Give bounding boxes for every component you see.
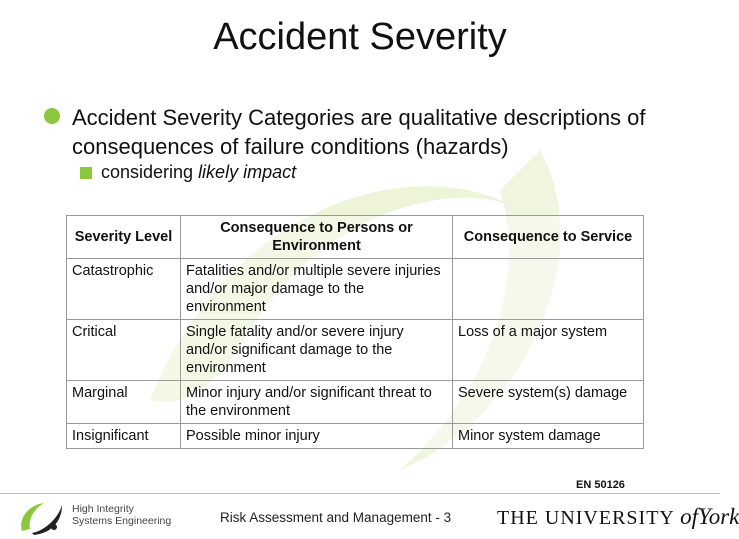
table-row	[67, 424, 644, 449]
university-prefix: THE UNIVERSITY	[497, 507, 681, 529]
university-name: York	[698, 504, 739, 529]
table-row	[67, 320, 644, 381]
footer-slide-label: Risk Assessment and Management - 3	[220, 510, 452, 525]
persons-consequence-cell: Possible minor injury	[181, 424, 453, 449]
main-bullet	[44, 103, 684, 161]
slide-title: Accident Severity	[213, 16, 507, 58]
logo-text	[72, 503, 171, 527]
logo-text-line1: High Integrity	[72, 503, 134, 515]
university-of: of	[680, 504, 699, 529]
sub-bullet-text	[101, 162, 296, 182]
service-consequence-cell: Loss of a major system	[453, 320, 644, 381]
bullet-square-icon	[80, 167, 92, 179]
sub-bullet-prefix: considering	[101, 162, 199, 182]
header-consequence-persons: Consequence to Persons or Environment	[181, 216, 453, 259]
persons-consequence-cell: Fatalities and/or multiple severe injuries and/or major damage to the environment	[181, 259, 453, 320]
severity-level-cell: Catastrophic	[67, 259, 181, 320]
service-consequence-cell: Severe system(s) damage	[453, 381, 644, 424]
header-severity-level: Severity Level	[67, 216, 181, 259]
severity-table	[66, 215, 644, 449]
sub-bullet	[80, 162, 296, 183]
service-consequence-cell: Minor system damage	[453, 424, 644, 449]
service-consequence-cell	[453, 259, 644, 320]
persons-consequence-cell: Single fatality and/or severe injury and/or significant damage to the environment	[181, 320, 453, 381]
sub-bullet-emphasis: likely impact	[198, 162, 297, 182]
persons-consequence-cell: Minor injury and/or significant threat to the environment	[181, 381, 453, 424]
main-bullet-text: Accident Severity Categories are qualitative descriptions of consequences of failure conditions (hazards)	[72, 105, 646, 159]
severity-level-cell: Insignificant	[67, 424, 181, 449]
logo-text-line2: Systems Engineering	[72, 515, 172, 527]
header-consequence-service: Consequence to Service	[453, 216, 644, 259]
university-logo	[497, 504, 739, 530]
table-row	[67, 381, 644, 424]
bullet-dot-icon	[44, 108, 60, 124]
standard-reference: EN 50126	[576, 479, 625, 491]
footer-divider	[0, 493, 720, 494]
table-header-row	[67, 216, 644, 259]
severity-level-cell: Marginal	[67, 381, 181, 424]
severity-level-cell: Critical	[67, 320, 181, 381]
table-row	[67, 259, 644, 320]
